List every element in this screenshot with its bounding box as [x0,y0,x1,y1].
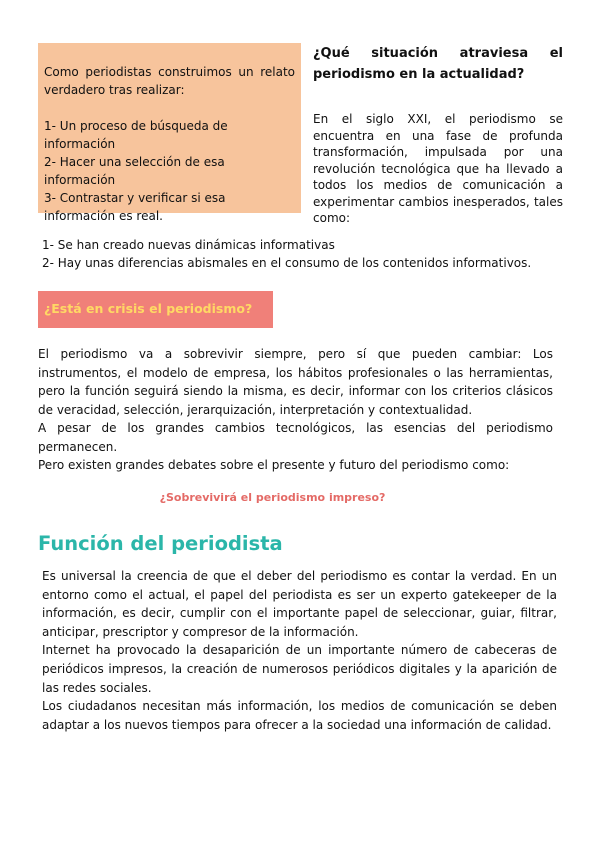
process-box [38,43,301,223]
crisis-label: ¿Está en crisis el periodismo? [44,301,253,316]
paragraph: A pesar de los grandes cambios tecnológicos, las esencias del periodismo permanecen. [38,421,553,454]
situation-body: En el siglo XXI, el periodismo se encuentra en una fase de profunda transformación, impulsada por una revolución tecnológica que ha llevado a todos los medios de comunicación a experimentar cambios inesperados, tales como: [313,112,563,225]
section-title: Función del periodista [38,532,283,555]
crisis-banner [38,291,273,328]
process-intro: Como periodistas construimos un relato verdadero tras realizar: [44,65,295,97]
list-item: 2- Hay unas diferencias abismales en el consumo de los contenidos informativos. [42,256,532,270]
paragraph: Internet ha provocado la desaparición de un importante número de cabeceras de periódicos impresos, la creación de numerosos periódicos digitales y la aparición de las redes sociales. [42,643,557,695]
function-text [42,567,557,734]
crisis-question: ¿Sobrevivirá el periodismo impreso? [159,491,386,504]
paragraph: Los ciudadanos necesitan más información, los medios de comunicación se deben adaptar a los nuevos tiempos para ofrecer a la sociedad una información de calidad. [42,699,557,732]
paragraph: El periodismo va a sobrevivir siempre, pero sí que pueden cambiar: Los instrumentos, el modelo de empresa, los hábitos profesionales o las herramientas, pero la función seguirá siendo la misma, es decir, informar con los criterios clásicos de veracidad, selección, jerarquización, interpretación y contextualidad. [38,347,553,417]
process-step: 1- Un proceso de búsqueda de información [44,119,228,151]
changes-list [42,236,531,272]
situation-heading-line2: periodismo en la actualidad? [313,67,525,82]
situation-heading-line1: ¿Qué situación atraviesa el [313,46,563,61]
crisis-text [38,345,553,475]
paragraph: Es universal la creencia de que el deber del periodismo es contar la verdad. En un entorno como el actual, el papel del periodista es ser un experto gatekeeper de la información, es decir, cumplir con el importante papel de seleccionar, guiar, filtrar, anticipar, prescriptor y compresor de la información. [42,569,557,639]
process-step: 3- Contrastar y verificar si esa información es real. [44,191,226,223]
process-step: 2- Hacer una selección de esa información [44,155,225,187]
situation-section [313,43,563,239]
list-item: 1- Se han creado nuevas dinámicas informativas [42,238,335,252]
paragraph: Pero existen grandes debates sobre el presente y futuro del periodismo como: [38,458,510,472]
